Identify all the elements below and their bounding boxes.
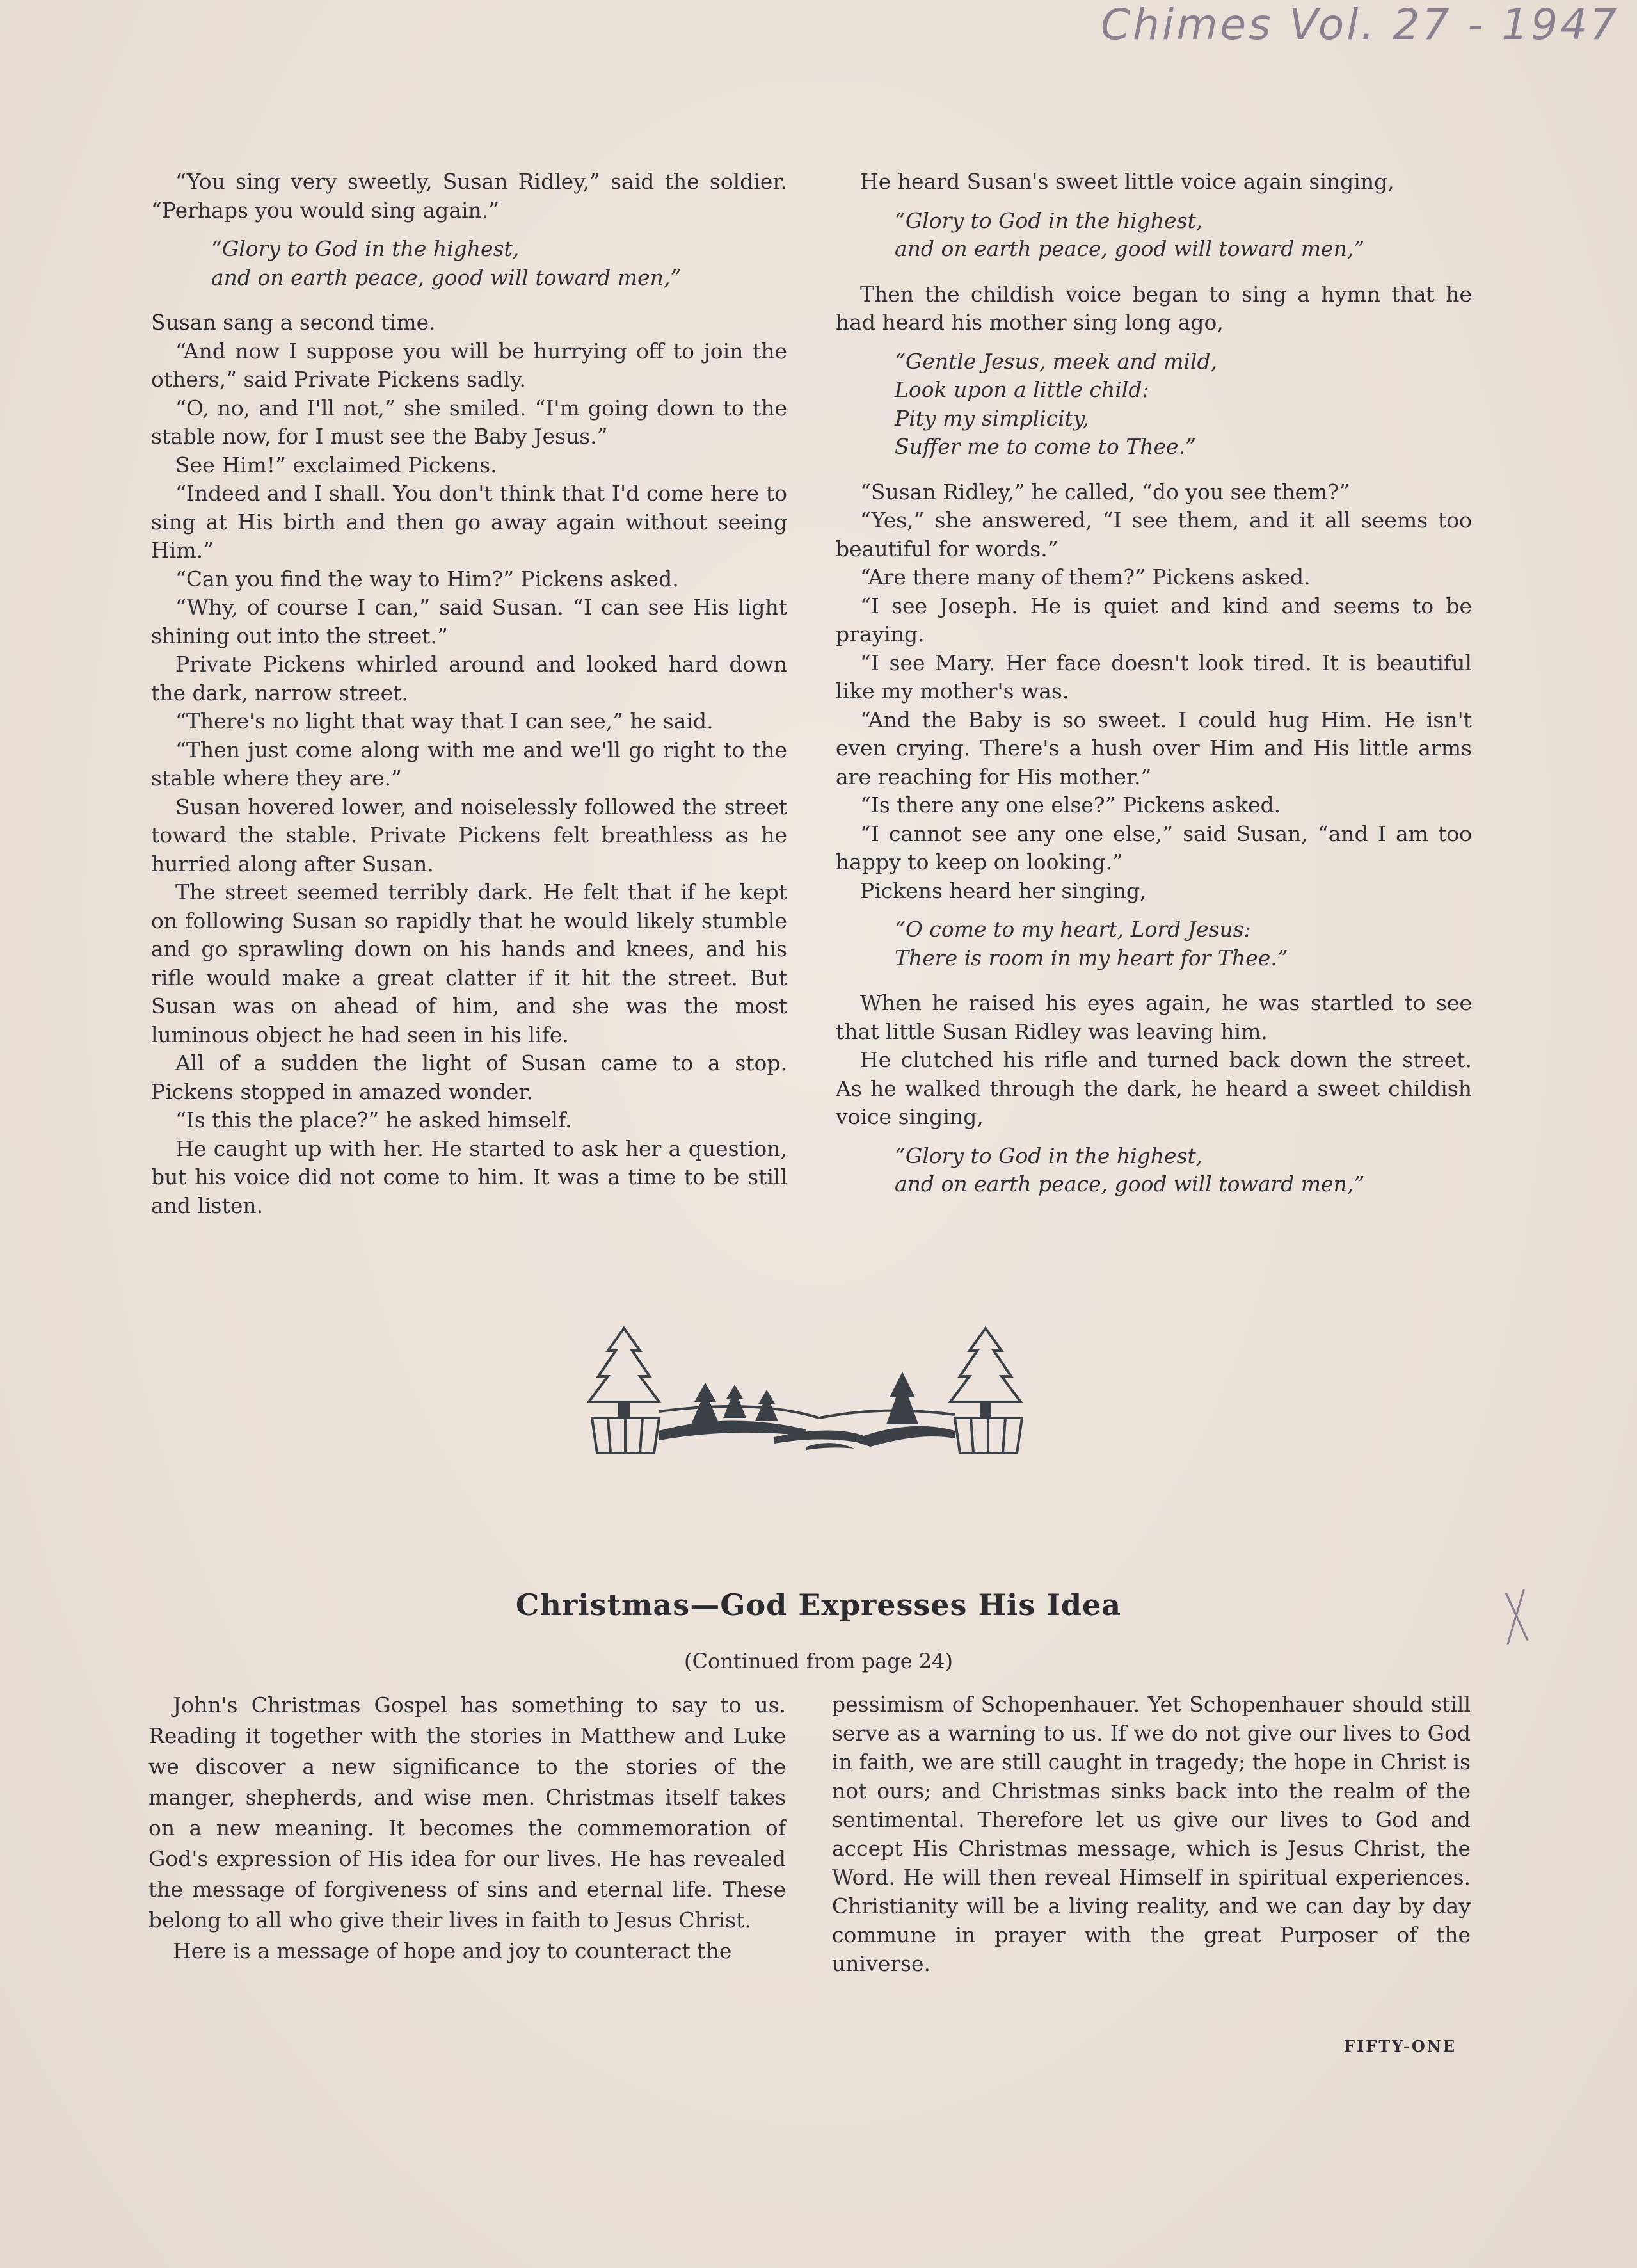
verse-line: “Gentle Jesus, meek and mild, — [895, 348, 1218, 374]
paragraph: See Him!” exclaimed Pickens. — [175, 452, 497, 478]
continued-note: (Continued from page 24) — [683, 1649, 954, 1673]
verse — [836, 207, 1472, 264]
paragraph: “I cannot see any one else,” said Susan, “and I am too happy to keep on looking.” — [836, 821, 1472, 874]
verse — [151, 235, 787, 292]
paragraph: He heard Susan's sweet little voice again singing, — [860, 169, 1394, 194]
paragraph: He clutched his rifle and turned back down the street. As he walked through the dark, he heard a sweet childish voice singing, — [836, 1047, 1472, 1129]
verse-line: and on earth peace, good will toward men,” — [895, 1171, 1365, 1196]
story-column-right — [836, 168, 1472, 1216]
paragraph: Susan sang a second time. — [151, 310, 436, 335]
verse-line: “O come to my heart, Lord Jesus: — [895, 917, 1251, 942]
paragraph: “Is there any one else?” Pickens asked. — [860, 792, 1281, 817]
paragraph: Here is a message of hope and joy to counteract the — [173, 1938, 732, 1963]
story-column-left — [151, 168, 787, 1220]
paragraph: “Can you find the way to Him?” Pickens asked. — [175, 566, 679, 591]
paragraph: John's Christmas Gospel has something to say to us. Reading it together with the stories in Matthew and Luke we discover a new significance to the stories of the manger, shepherds, and wise men. Christmas itself takes on a new meaning. It becomes the commemoration of God's expression of His idea for our lives. He has revealed the message of forgiveness of sins and eternal life. These belong to all who give their lives in faith to Jesus Christ. — [148, 1693, 786, 1933]
verse-line: and on earth peace, good will toward men,” — [895, 236, 1365, 261]
verse-line: and on earth peace, good will toward men,” — [211, 264, 682, 290]
paragraph: “And now I suppose you will be hurrying off to join the others,” said Private Pickens sadly. — [151, 338, 787, 392]
paragraph: Pickens heard her singing, — [860, 878, 1147, 903]
verse — [836, 348, 1472, 462]
verse-line: “Glory to God in the highest, — [211, 236, 520, 261]
winter-trees-illustration — [563, 1322, 1056, 1463]
paragraph: Susan hovered lower, and noiselessly followed the street toward the stable. Private Pickens felt breathless as he hurried along after Susan. — [151, 794, 787, 876]
article-column-left — [148, 1690, 786, 1966]
paragraph: “And the Baby is so sweet. I could hug Him. He isn't even crying. There's a hush over Him and His little arms are reaching for His mother.” — [836, 707, 1472, 789]
verse-line: Suffer me to come to Thee.” — [895, 434, 1196, 459]
verse — [836, 1142, 1472, 1199]
article-column-right — [832, 1690, 1471, 1978]
paragraph: Private Pickens whirled around and looked hard down the dark, narrow street. — [151, 652, 787, 705]
paragraph: “Then just come along with me and we'll go right to the stable where they are.” — [151, 737, 787, 791]
article-title: Christmas—God Expresses His Idea — [515, 1588, 1122, 1622]
verse-line: Look upon a little child: — [895, 377, 1149, 402]
paragraph: “Yes,” she answered, “I see them, and it all seems too beautiful for words.” — [836, 508, 1472, 561]
paragraph: All of a sudden the light of Susan came to a stop. Pickens stopped in amazed wonder. — [151, 1050, 787, 1104]
paragraph: “Why, of course I can,” said Susan. “I can see His light shining out into the street.” — [151, 595, 787, 648]
paragraph: “You sing very sweetly, Susan Ridley,” said the soldier. “Perhaps you would sing again.” — [151, 169, 787, 223]
paragraph: “I see Mary. Her face doesn't look tired. It is beautiful like my mother's was. — [836, 650, 1472, 704]
verse-line: “Glory to God in the highest, — [895, 207, 1203, 233]
verse-line: “Glory to God in the highest, — [895, 1143, 1203, 1168]
margin-mark: X — [1501, 1575, 1532, 1662]
handwritten-note: Chimes Vol. 27 - 1947 — [1101, 0, 1620, 49]
verse — [836, 915, 1472, 972]
paragraph: “Are there many of them?” Pickens asked. — [860, 565, 1311, 590]
page-number: FIFTY-ONE — [1344, 2037, 1457, 2055]
verse-line: There is room in my heart for Thee.” — [895, 945, 1288, 970]
paragraph: “Susan Ridley,” he called, “do you see them?” — [860, 479, 1350, 504]
paragraph: “O, no, and I'll not,” she smiled. “I'm going down to the stable now, for I must see the Baby Jesus.” — [151, 395, 787, 449]
verse-line: Pity my simplicity, — [895, 405, 1089, 431]
paragraph: “Indeed and I shall. You don't think that I'd come here to sing at His birth and then go away again without seeing Him.” — [151, 481, 787, 563]
paragraph: “There's no light that way that I can see,” he said. — [175, 709, 714, 734]
paragraph: “Is this the place?” he asked himself. — [175, 1107, 572, 1132]
paragraph: “I see Joseph. He is quiet and kind and seems to be praying. — [836, 593, 1472, 647]
paragraph: When he raised his eyes again, he was startled to see that little Susan Ridley was leaving him. — [836, 990, 1472, 1044]
paragraph: He caught up with her. He started to ask her a question, but his voice did not come to him. It was a time to be still and listen. — [151, 1136, 787, 1218]
paragraph: The street seemed terribly dark. He felt that if he kept on following Susan so rapidly that he would likely stumble and go sprawling down on his hands and knees, and his rifle would make a great clatter if it hit the street. But Susan was on ahead of him, and she was the most luminous object he had seen in his life. — [151, 880, 787, 1047]
paragraph: pessimism of Schopenhauer. Yet Schopenhauer should still serve as a warning to us. If we do not give our lives to God in faith, we are still caught in tragedy; the hope in Christ is not ours; and Christmas sinks back into the realm of the sentimental. Therefore let us give our lives to God and accept His Christmas message, which is Jesus Christ, the Word. He will then reveal Himself in spiritual experiences. Christianity will be a living reality, and we can day by day commune in prayer with the great Purposer of the universe. — [832, 1692, 1471, 1976]
paragraph: Then the childish voice began to sing a hymn that he had heard his mother sing long ago, — [836, 281, 1472, 335]
